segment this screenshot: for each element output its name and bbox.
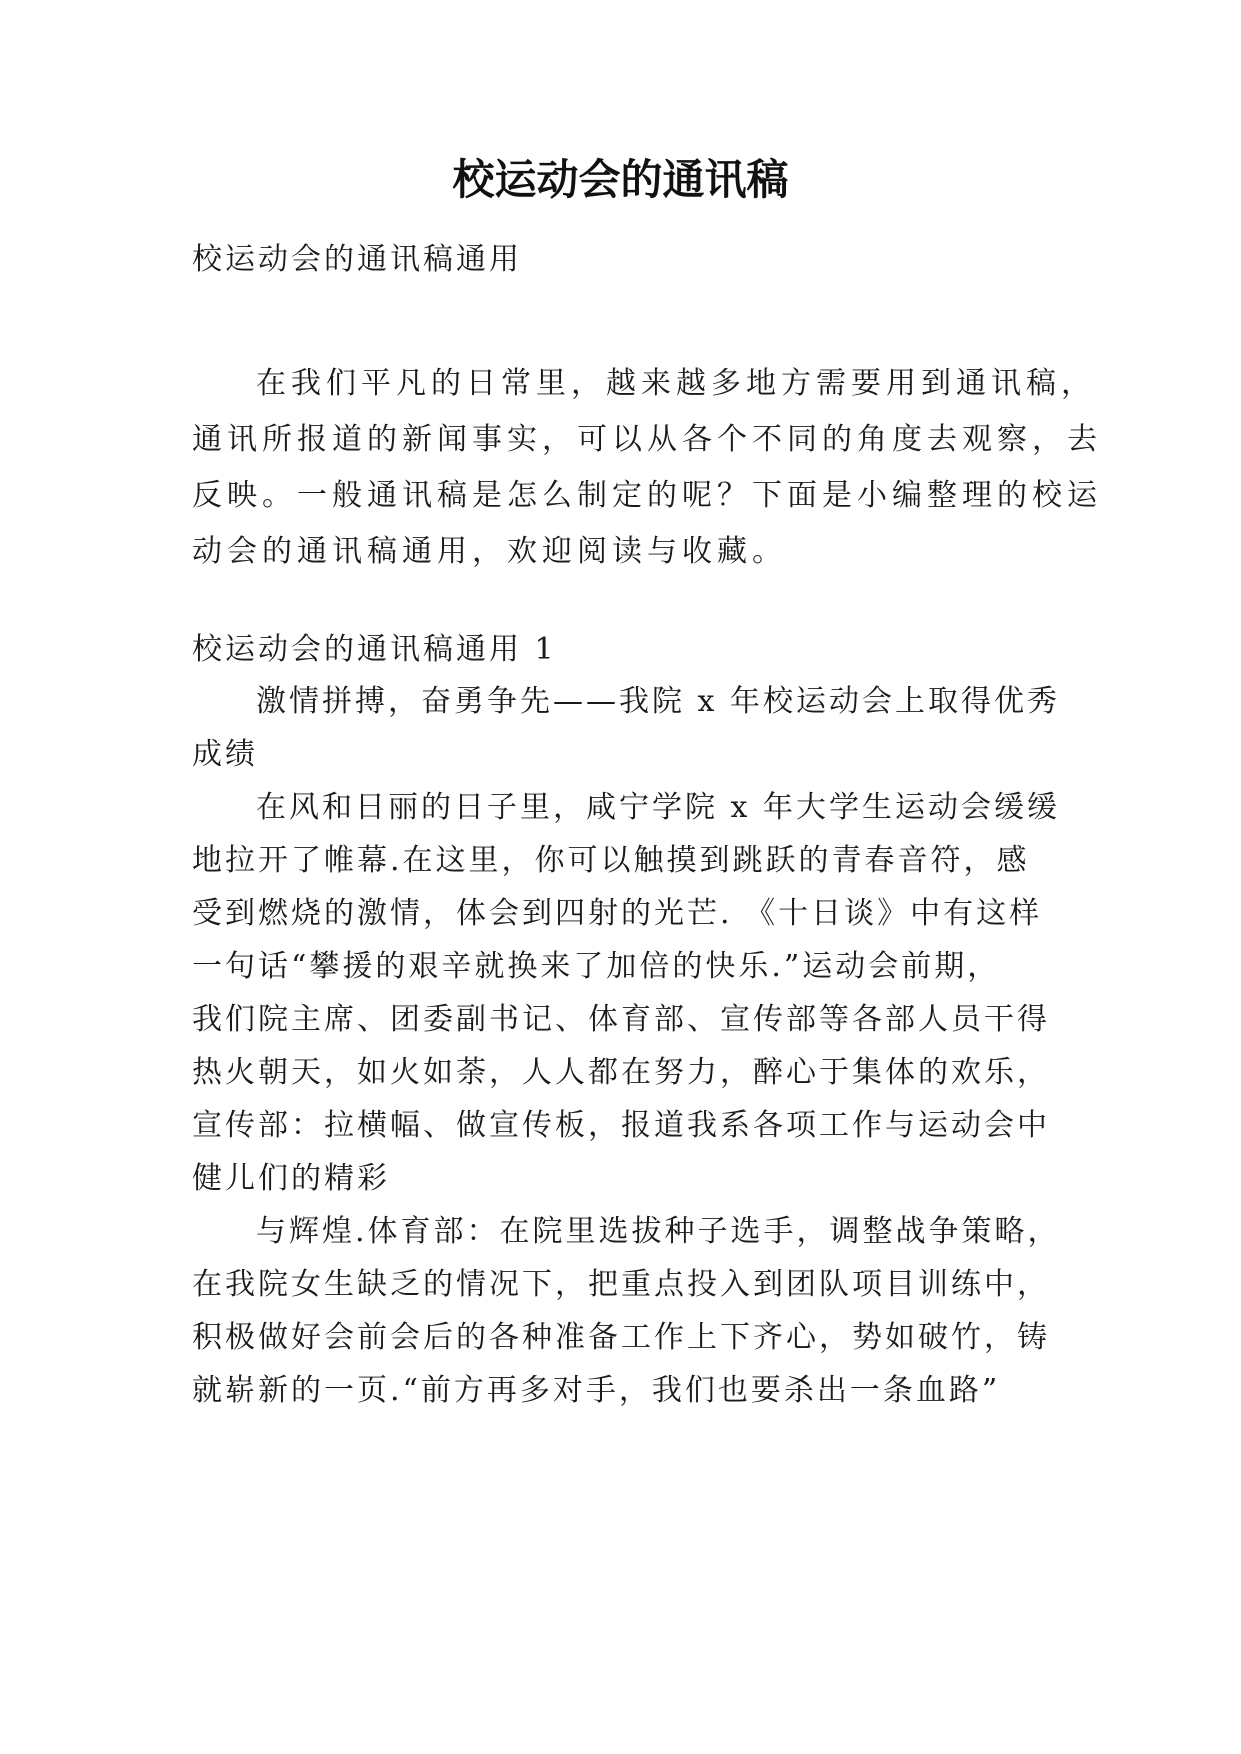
body-line: 健儿们的精彩 [192, 1161, 390, 1196]
document-subtitle: 校运动会的通讯稿通用 [192, 242, 522, 277]
section-heading: 校运动会的通讯稿通用 1 [192, 632, 557, 667]
intro-line: 通讯所报道的新闻事实，可以从各个不同的角度去观察，去 [192, 422, 1102, 457]
body-line: 在风和日丽的日子里，咸宁学院 x 年大学生运动会缓缓 [256, 790, 1060, 825]
body-line: 地拉开了帷幕.在这里，你可以触摸到跳跃的青春音符，感 [192, 843, 1030, 878]
body-line: 宣传部：拉横幅、做宣传板，报道我系各项工作与运动会中 [192, 1108, 1050, 1143]
body-line: 在我院女生缺乏的情况下，把重点投入到团队项目训练中， [192, 1267, 1050, 1302]
headline-line: 成绩 [192, 737, 258, 772]
body-line: 就崭新的一页.“前方再多对手，我们也要杀出一条血路” [192, 1373, 1001, 1408]
body-line: 积极做好会前会后的各种准备工作上下齐心，势如破竹，铸 [192, 1320, 1050, 1355]
intro-line: 反映。一般通讯稿是怎么制定的呢？下面是小编整理的校运 [192, 478, 1102, 513]
document-title: 校运动会的通讯稿 [452, 155, 789, 204]
body-line: 与辉煌.体育部：在院里选拔种子选手，调整战争策略， [256, 1214, 1061, 1249]
intro-line: 动会的通讯稿通用，欢迎阅读与收藏。 [192, 534, 787, 569]
body-line: 我们院主席、团委副书记、体育部、宣传部等各部人员干得 [192, 1002, 1050, 1037]
body-line: 受到燃烧的激情，体会到四射的光芒. 《十日谈》中有这样 [192, 896, 1043, 931]
body-line: 热火朝天，如火如荼，人人都在努力，醉心于集体的欢乐， [192, 1055, 1050, 1090]
headline-line: 激情拼搏，奋勇争先——我院 x 年校运动会上取得优秀 [256, 684, 1060, 719]
body-line: 一句话“攀援的艰辛就换来了加倍的快乐.”运动会前期， [192, 949, 1001, 984]
intro-line: 在我们平凡的日常里，越来越多地方需要用到通讯稿， [256, 366, 1096, 401]
